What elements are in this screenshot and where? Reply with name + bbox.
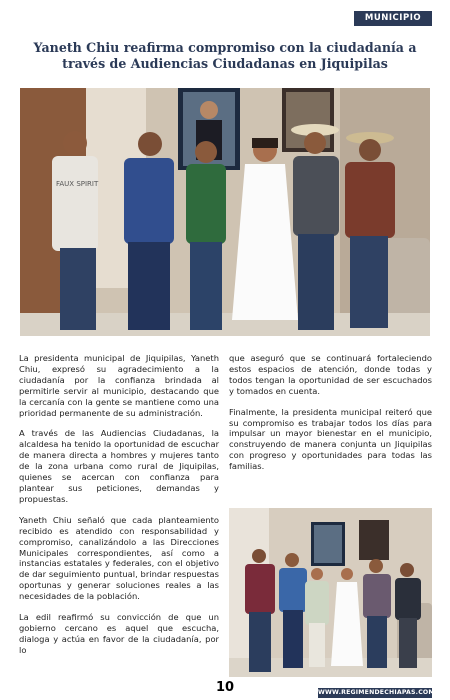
page-number: 10 xyxy=(215,680,235,695)
article-column-right xyxy=(229,353,432,482)
paragraph: La edil reafirmó su convicción de que un gobierno cercano es aquel que escucha, dialoga y actúa en favor de la ciudadanía, por lo xyxy=(19,612,219,655)
secondary-photo xyxy=(229,508,432,677)
section-tag: MUNICIPIO xyxy=(354,11,432,26)
shirt-text: FAUX SPIRIT xyxy=(56,180,99,188)
headline: Yaneth Chiu reafirma compromiso con la ciudadanía a través de Audiencias Ciudadanas en Jiquipilas xyxy=(33,40,417,71)
footer-url[interactable]: WWW.REGIMENDECHIAPAS.COM.MX xyxy=(318,689,449,696)
paragraph: que aseguró que se continuará fortaleciendo estos espacios de atención, donde todas y todos tengan la oportunidad de ser escuchados y tomados en cuenta. xyxy=(229,353,432,396)
paragraph: La presidenta municipal de Jiquipilas, Yaneth Chiu, expresó su agradecimiento a la ciudadanía por la confianza brindada al permitirle servir al municipio, destacando que la cercanía con la gente se mantiene como una prioridad permanente de su administración. xyxy=(19,353,219,418)
paragraph: A través de las Audiencias Ciudadanas, la alcaldesa ha tenido la oportunidad de escuchar de manera directa a hombres y mujeres tanto de la zona urbana como rural de Jiquipilas, quienes se acercan con confianza para plantear sus peticiones, demandas y propuestas. xyxy=(19,428,219,504)
main-photo xyxy=(20,88,430,336)
paragraph: Yaneth Chiu señaló que cada planteamiento recibido es atendido con responsabilidad y compromiso, canalizándolo a las Direcciones Municipales correspondientes, así como a instancias estatales y federales, con el objetivo de dar seguimiento puntual, brindar respuestas oportunas y generar soluciones reales a las necesidades de la población. xyxy=(19,514,219,602)
article-column-left xyxy=(19,353,219,666)
paragraph: Finalmente, la presidenta municipal reiteró que su compromiso es trabajar todos los días para impulsar un mayor bienestar en el municipio, construyendo de manera conjunta un Jiquipilas con progreso y oportunidades para todas las familias. xyxy=(229,406,432,472)
